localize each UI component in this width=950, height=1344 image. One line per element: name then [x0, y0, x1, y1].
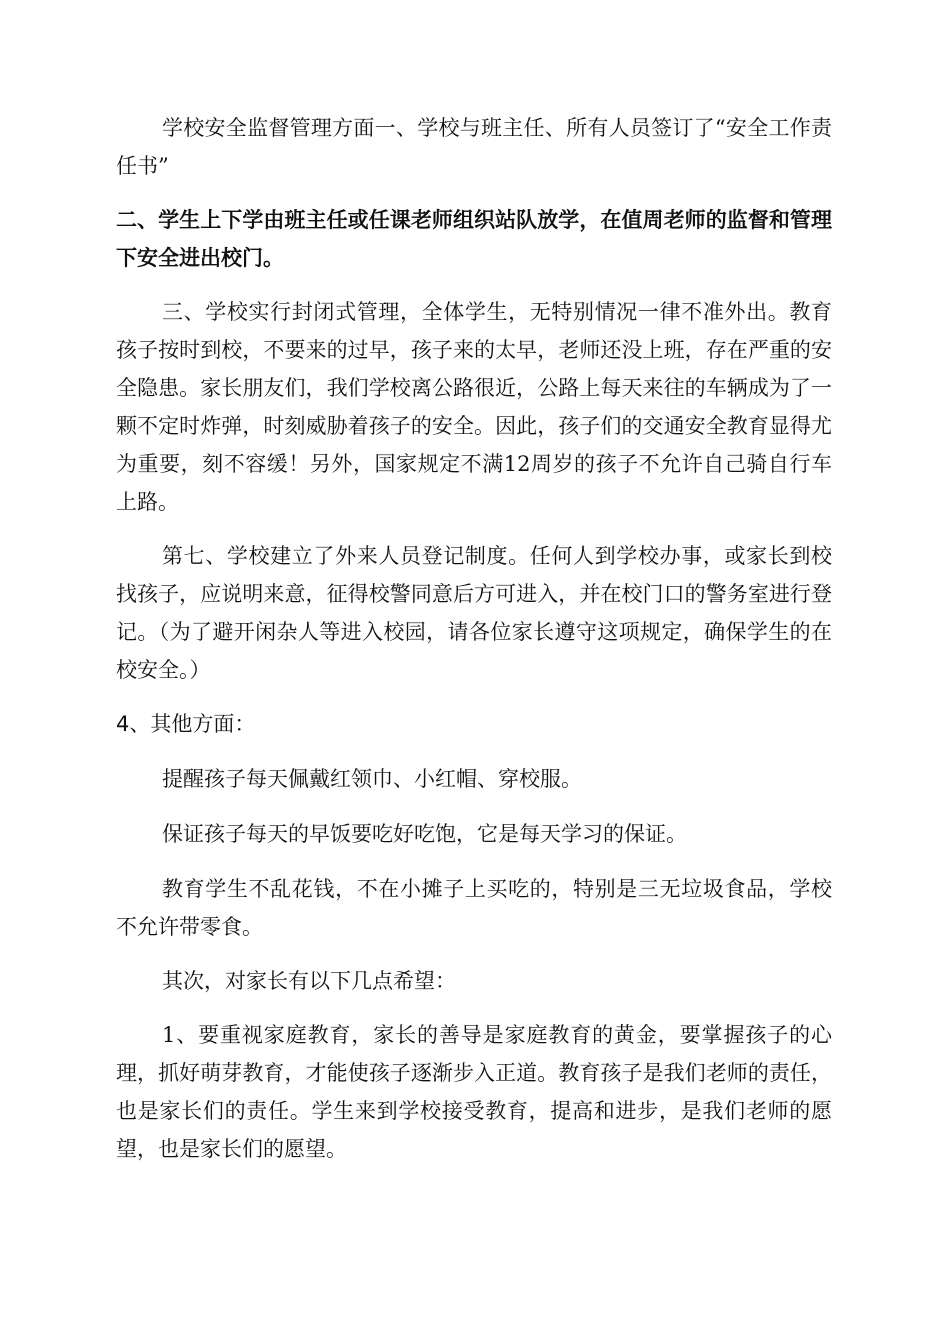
paragraph-visitor-registration: 第七、学校建立了外来人员登记制度。任何人到学校办事，或家长到校找孩子，应说明来意，征得校警同意后方可进入，并在校门口的警务室进行登记。（为了避开闲杂人等进入校园，请各位家长遵守这项规定，确保学生的在校安全。）: [116, 544, 832, 682]
paragraph-family-education: 1、要重视家庭教育，家长的善导是家庭教育的黄金，要掌握孩子的心理，抓好萌芽教育，才能使孩子逐渐步入正道。教育孩子是我们老师的责任，也是家长们的责任。学生来到学校接受教育，提高和进步，是我们老师的愿望，也是家长们的愿望。: [116, 1023, 832, 1161]
paragraph-closed-management: 三、学校实行封闭式管理，全体学生，无特别情况一律不准外出。教育孩子按时到校，不要来的过早，孩子来的太早，老师还没上班，存在严重的安全隐患。家长朋友们，我们学校离公路很近，公路上每天来往的车辆成为了一颗不定时炸弹，时刻威胁着孩子的安全。因此，孩子们的交通安全教育显得尤为重要，刻不容缓！另外，国家规定不满12周岁的孩子不允许自己骑自行车上路。: [116, 300, 832, 514]
document-page: [116, 109, 832, 1168]
paragraph-safety-responsibility: 学校安全监督管理方面一、学校与班主任、所有人员签订了“安全工作责任书”: [116, 116, 832, 178]
paragraph-breakfast: 保证孩子每天的早饭要吃好吃饱，它是每天学习的保证。: [162, 822, 687, 846]
section-heading-other: 4、其他方面：: [116, 712, 256, 736]
paragraph-uniform-reminder: 提醒孩子每天佩戴红领巾、小红帽、穿校服。: [162, 767, 582, 791]
paragraph-parent-hopes: 其次，对家长有以下几点希望：: [162, 969, 456, 993]
paragraph-dismissal-bold: 二、学生上下学由班主任或任课老师组织站队放学，在值周老师的监督和管理下安全进出校门。: [116, 208, 832, 270]
paragraph-spending: 教育学生不乱花钱，不在小摊子上买吃的，特别是三无垃圾食品，学校不允许带零食。: [116, 877, 832, 939]
